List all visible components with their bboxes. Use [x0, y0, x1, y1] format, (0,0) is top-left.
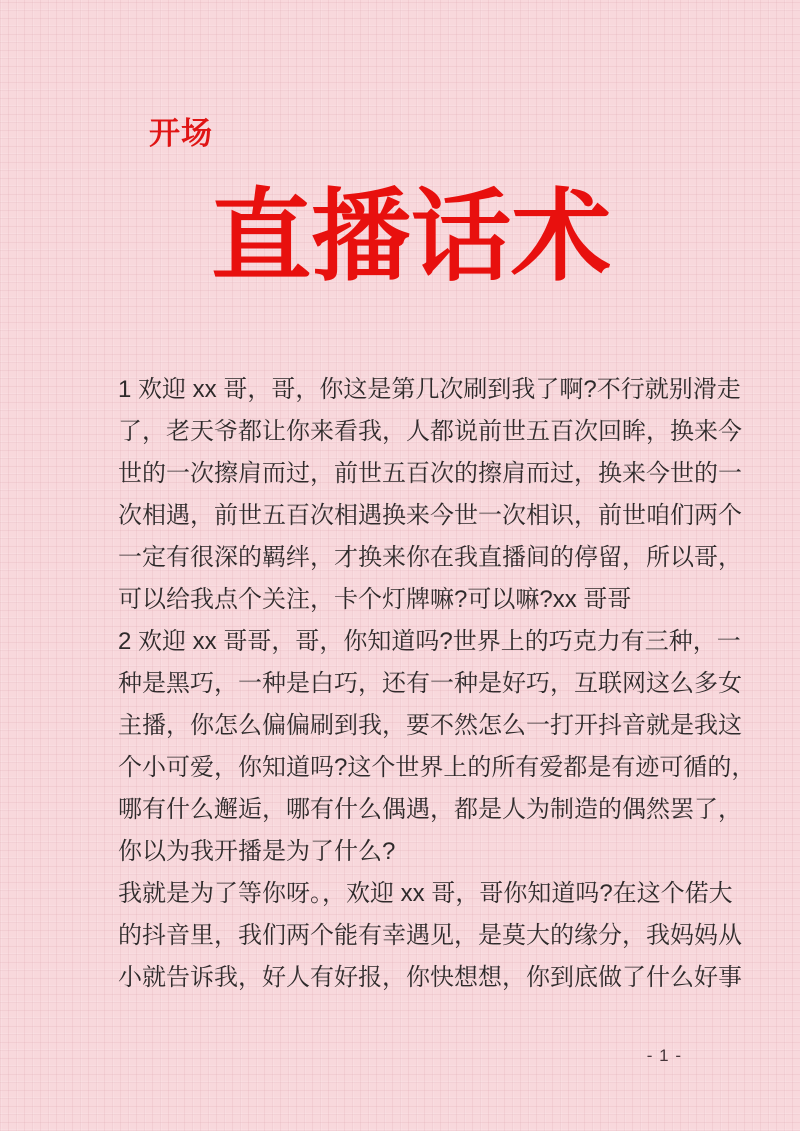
- text-line: 2 欢迎 xx 哥哥，哥，你知道吗?世界上的巧克力有三种，一: [118, 628, 741, 655]
- text-line: 可以给我点个关注，卡个灯牌嘛?可以嘛?xx 哥哥: [118, 586, 632, 613]
- section-heading: 开场: [149, 116, 213, 151]
- text-line: 的抖音里，我们两个能有幸遇见，是莫大的缘分，我妈妈从: [118, 922, 742, 949]
- document-title: 直播话术: [211, 181, 611, 293]
- text-line: 种是黑巧，一种是白巧，还有一种是好巧，互联网这么多女: [118, 670, 742, 697]
- text-line: 了，老天爷都让你来看我，人都说前世五百次回眸，换来今: [118, 418, 742, 445]
- text-line: 我就是为了等你呀。，欢迎 xx 哥，哥你知道吗?在这个偌大: [118, 880, 733, 907]
- text-line: 次相遇，前世五百次相遇换来今世一次相识，前世咱们两个: [118, 502, 742, 529]
- text-line: 个小可爱，你知道吗?这个世界上的所有爱都是有迹可循的，: [118, 754, 756, 781]
- text-line: 一定有很深的羁绊，才换来你在我直播间的停留，所以哥，: [118, 544, 742, 571]
- text-line: 你以为我开播是为了什么?: [118, 838, 396, 865]
- page-number: - 1 -: [646, 1046, 682, 1065]
- text-line: 哪有什么邂逅，哪有什么偶遇，都是人为制造的偶然罢了，: [118, 796, 742, 823]
- text-line: 主播，你怎么偏偏刷到我，要不然怎么一打开抖音就是我这: [118, 712, 742, 739]
- text-line: 小就告诉我，好人有好报，你快想想，你到底做了什么好事: [118, 964, 742, 991]
- script-paragraphs: [118, 369, 756, 999]
- text-line: 世的一次擦肩而过，前世五百次的擦肩而过，换来今世的一: [118, 460, 742, 487]
- text-line: 1 欢迎 xx 哥，哥，你这是第几次刷到我了啊?不行就别滑走: [118, 376, 741, 403]
